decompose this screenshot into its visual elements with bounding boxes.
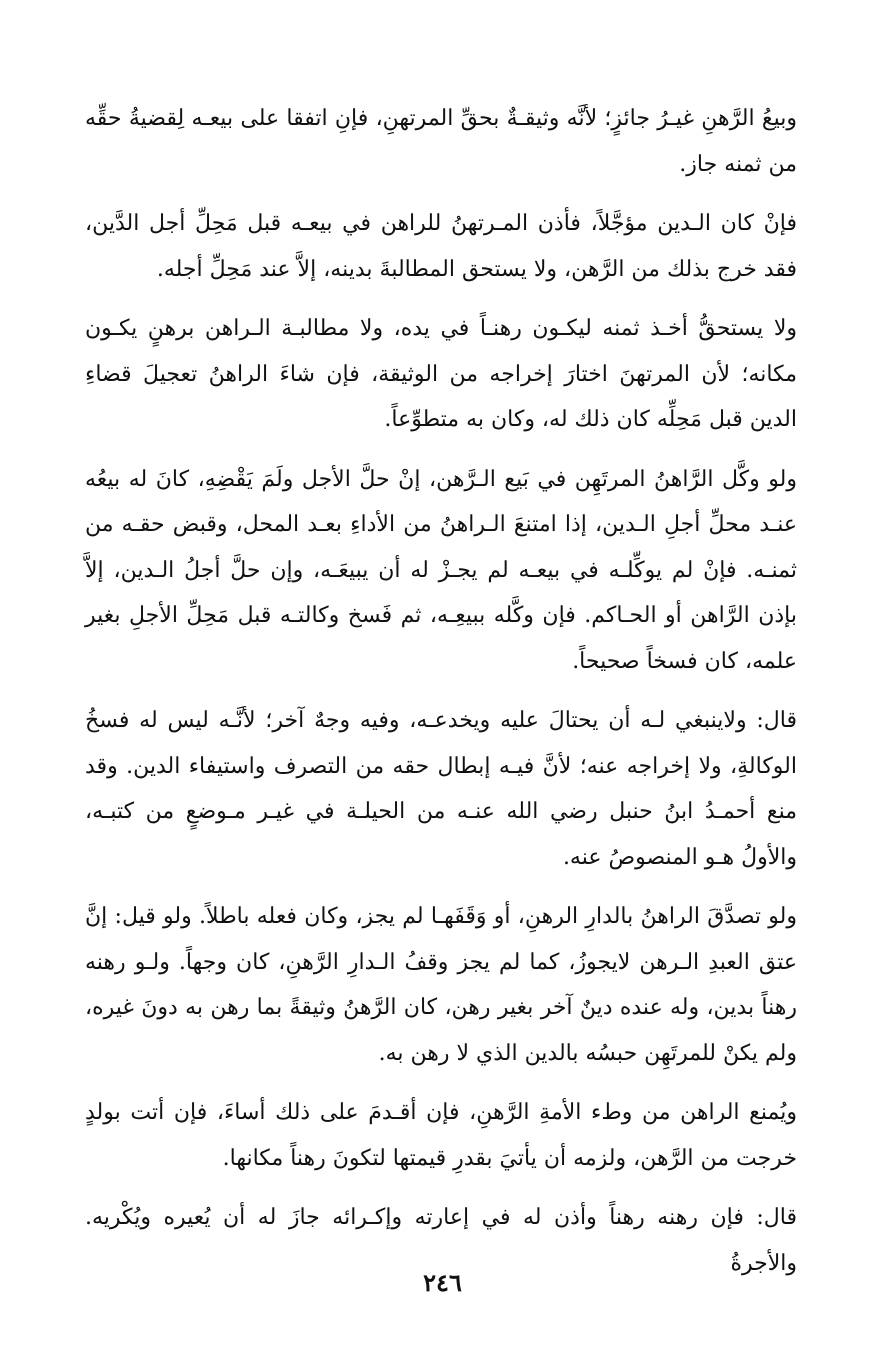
page-number: ٢٤٦ [423, 1268, 462, 1297]
paragraph-6: ولو تصدَّقَ الراهنُ بالدارِ الرهنِ، أو وَقَفَهـا لم يجز، وكان فعله باطلاً. ولو قيل: إنَّ عتق العبدِ الـرهن لايجوزُ، كما لم يجز وقفُ الـدارِ الرَّهنِ، كان وجهاً. ولـو رهنه رهناً بدين، وله عنده دينٌ آخر بغير رهن، كان الرَّهنُ وثيقةً بما رهن به دونَ غيره، ولم يكنْ للمرتَهِن حبسُه بالدين الذي لا رهن به. [85, 904, 797, 1066]
paragraph-7: ويُمنع الراهن من وطء الأمةِ الرَّهنِ، فإن أقـدمَ على ذلك أساءَ، فإن أتت بولدٍ خرجت من الرَّهن، ولزمه أن يأتيَ بقدرِ قيمتها لتكونَ رهناً مكانها. [85, 1100, 797, 1171]
paragraph-4: ولو وكَّل الرَّاهنُ المرتَهِن في بَيع الـرَّهن، إنْ حلَّ الأجل ولَمَ يَقْضِهِ، كانَ له بيعُه عنـد محلِّ أجلِ الـدين، إذا امتنعَ الـراهنُ من الأداءِ بعـد المحل، وقبض حقـه من ثمنـه. فإنْ لم يوكِّلـه في بيعـه لم يجـزْ له أن يبيعَـه، وإن حلَّ أجلُ الـدين، إلاَّ بإذن الرَّاهن أو الحـاكم. فإن وكَّله ببيعِـه، ثم فَسخ وكالتـه قبل مَحِلِّ الأجلِ بغير علمه، كان فسخاً صحيحاً. [85, 466, 798, 674]
paragraph-1: وبيعُ الرَّهنِ غيـرُ جائزٍ؛ لأنَّه وثيقـةٌ بحقِّ المرتهنِ، فإنِ اتفقا على بيعـه لِقضيةُ حقِّه من ثمنه جاز. [85, 106, 797, 177]
paragraph-3: ولا يستحقُّ أخـذ ثمنه ليكـون رهنـاً في يده، ولا مطالبـة الـراهن برهنٍ يكـون مكانه؛ لأن المرتهنَ اختارَ إخراجه من الوثيقة، فإن شاءَ الراهنُ تعجيلَ قضاءِ الدين قبل مَحِلِّه كان ذلك له، وكان به متطوِّعاً. [85, 316, 797, 432]
paragraph-2: فإنْ كان الـدين مؤجَّلاً، فأذن المـرتهنُ للراهن في بيعـه قبل مَحِلِّ أجل الدَّين، فقد خرج بذلك من الرَّهن، ولا يستحق المطالبةَ بدينه، إلاَّ عند مَحِلِّ أجله. [85, 211, 797, 282]
page-body [85, 96, 797, 1300]
paragraph-8: قال: فإن رهنه رهناً وأذن له في إعارته وإكـرائه جازَ له أن يُعيره ويُكْريه. والأجرةُ [85, 1205, 797, 1276]
paragraph-5: قال: ولاينبغي لـه أن يحتالَ عليه ويخدعـه، وفيه وجهٌ آخر؛ لأنَّـه ليس له فسخُ الوكالةِ، ولا إخراجه عنه؛ لأنَّ فيـه إبطال حقه من التصرف واستيفاء الدين. وقد منع أحمـدُ ابنُ حنبل رضي الله عنـه من الحيلـة في غيـر مـوضعٍ من كتبـه، والأولُ هـو المنصوصُ عنه. [85, 708, 797, 870]
